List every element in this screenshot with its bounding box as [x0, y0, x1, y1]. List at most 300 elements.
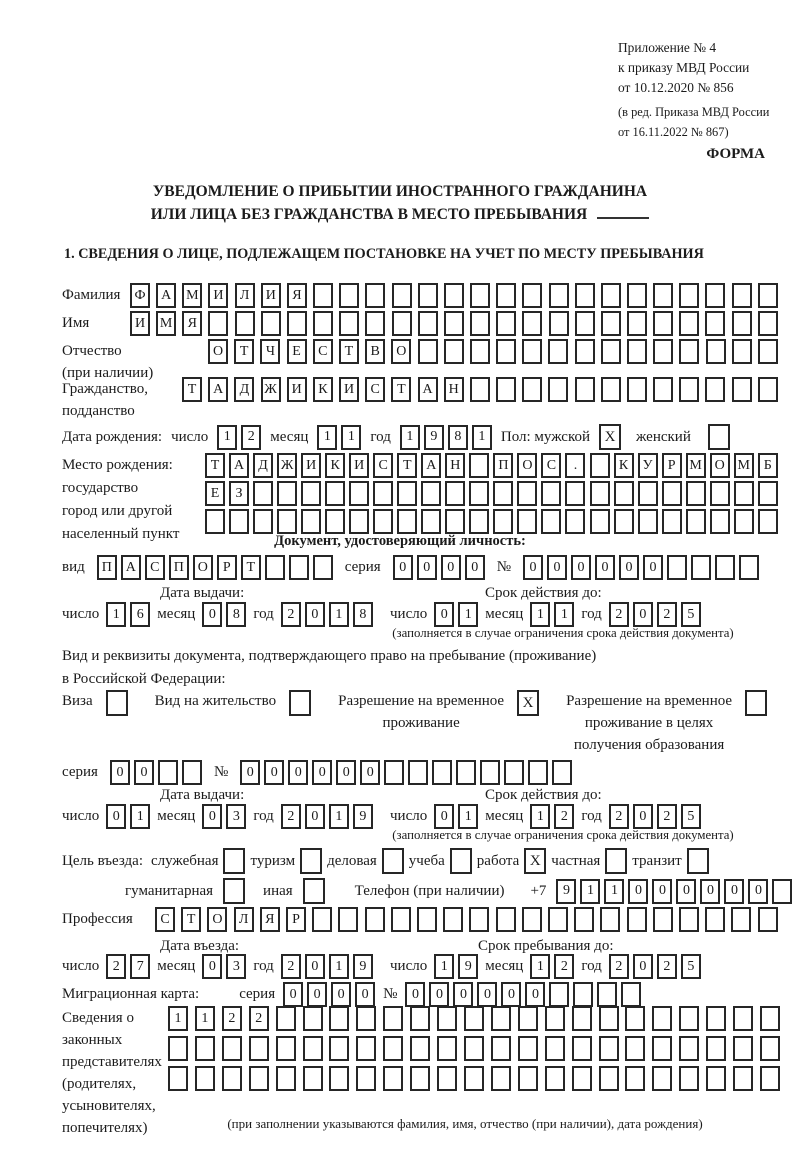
char-cell[interactable]	[491, 1006, 511, 1031]
char-cell[interactable]	[222, 1036, 242, 1061]
char-cell[interactable]	[437, 1066, 457, 1091]
char-cell[interactable]: И	[208, 283, 228, 308]
char-cell[interactable]	[653, 907, 673, 932]
char-cell[interactable]: 0	[748, 879, 768, 904]
char-cell[interactable]	[541, 481, 561, 506]
char-cell[interactable]: 0	[441, 555, 461, 580]
char-cell[interactable]	[572, 1066, 592, 1091]
char-cell[interactable]: Т	[339, 339, 359, 364]
char-cell[interactable]	[437, 1036, 457, 1061]
char-cell[interactable]	[572, 1006, 592, 1031]
char-cell[interactable]	[574, 907, 594, 932]
char-cell[interactable]	[575, 339, 595, 364]
char-cell[interactable]: 1	[604, 879, 624, 904]
char-cell[interactable]	[303, 1006, 323, 1031]
char-cell[interactable]: О	[208, 339, 228, 364]
char-cell[interactable]	[313, 555, 333, 580]
char-cell[interactable]	[338, 907, 358, 932]
purpose-transit-checkbox[interactable]	[687, 848, 709, 874]
char-cell[interactable]: Л	[234, 907, 254, 932]
char-cell[interactable]	[679, 311, 699, 336]
char-cell[interactable]	[706, 1066, 726, 1091]
char-cell[interactable]	[158, 760, 178, 785]
char-cell[interactable]	[289, 555, 309, 580]
char-cell[interactable]	[421, 481, 441, 506]
char-cell[interactable]	[679, 339, 699, 364]
char-cell[interactable]: Т	[397, 453, 417, 478]
char-cell[interactable]	[195, 1036, 215, 1061]
char-cell[interactable]: Т	[241, 555, 261, 580]
char-cell[interactable]: Л	[235, 283, 255, 308]
char-cell[interactable]: Я	[260, 907, 280, 932]
char-cell[interactable]	[421, 509, 441, 534]
char-cell[interactable]: 0	[429, 982, 449, 1007]
char-cell[interactable]: Т	[181, 907, 201, 932]
char-cell[interactable]	[590, 453, 610, 478]
char-cell[interactable]	[565, 481, 585, 506]
char-cell[interactable]	[469, 509, 489, 534]
char-cell[interactable]	[597, 982, 617, 1007]
char-cell[interactable]	[493, 481, 513, 506]
sex-male-checkbox[interactable]: X	[599, 424, 621, 450]
char-cell[interactable]	[464, 1036, 484, 1061]
char-cell[interactable]	[522, 283, 542, 308]
char-cell[interactable]: 5	[681, 804, 701, 829]
char-cell[interactable]	[679, 283, 699, 308]
char-cell[interactable]	[627, 907, 647, 932]
char-cell[interactable]: 1	[168, 1006, 188, 1031]
char-cell[interactable]	[758, 377, 778, 402]
char-cell[interactable]: И	[301, 453, 321, 478]
char-cell[interactable]: 5	[681, 954, 701, 979]
char-cell[interactable]: 0	[628, 879, 648, 904]
temp-permit-checkbox[interactable]: X	[517, 690, 539, 716]
char-cell[interactable]: 0	[336, 760, 356, 785]
char-cell[interactable]	[208, 311, 228, 336]
char-cell[interactable]	[276, 1036, 296, 1061]
char-cell[interactable]	[517, 481, 537, 506]
char-cell[interactable]	[384, 760, 404, 785]
char-cell[interactable]	[575, 283, 595, 308]
char-cell[interactable]: М	[156, 311, 176, 336]
char-cell[interactable]	[303, 1036, 323, 1061]
char-cell[interactable]	[710, 509, 730, 534]
char-cell[interactable]	[686, 481, 706, 506]
char-cell[interactable]	[418, 283, 438, 308]
char-cell[interactable]: 1	[434, 954, 454, 979]
char-cell[interactable]: А	[156, 283, 176, 308]
char-cell[interactable]: 0	[202, 954, 222, 979]
char-cell[interactable]	[545, 1006, 565, 1031]
char-cell[interactable]: 0	[355, 982, 375, 1007]
char-cell[interactable]: 2	[281, 954, 301, 979]
char-cell[interactable]: И	[261, 283, 281, 308]
char-cell[interactable]	[410, 1006, 430, 1031]
char-cell[interactable]	[734, 509, 754, 534]
char-cell[interactable]	[732, 339, 752, 364]
char-cell[interactable]	[653, 311, 673, 336]
char-cell[interactable]: 0	[360, 760, 380, 785]
char-cell[interactable]: П	[493, 453, 513, 478]
char-cell[interactable]	[601, 311, 621, 336]
char-cell[interactable]: И	[287, 377, 307, 402]
char-cell[interactable]: А	[121, 555, 141, 580]
char-cell[interactable]: Ч	[260, 339, 280, 364]
char-cell[interactable]: 1	[530, 602, 550, 627]
purpose-work-checkbox[interactable]: X	[524, 848, 546, 874]
char-cell[interactable]	[758, 481, 778, 506]
char-cell[interactable]: 1	[329, 804, 349, 829]
char-cell[interactable]	[528, 760, 548, 785]
char-cell[interactable]	[418, 339, 438, 364]
char-cell[interactable]	[195, 1066, 215, 1091]
char-cell[interactable]: 3	[226, 954, 246, 979]
char-cell[interactable]	[679, 377, 699, 402]
char-cell[interactable]: Е	[205, 481, 225, 506]
char-cell[interactable]: 1	[458, 602, 478, 627]
char-cell[interactable]	[706, 1036, 726, 1061]
char-cell[interactable]	[705, 907, 725, 932]
char-cell[interactable]	[339, 283, 359, 308]
char-cell[interactable]	[667, 555, 687, 580]
char-cell[interactable]: Р	[217, 555, 237, 580]
char-cell[interactable]: 0	[305, 602, 325, 627]
char-cell[interactable]	[522, 311, 542, 336]
char-cell[interactable]: 2	[657, 804, 677, 829]
char-cell[interactable]: Ж	[261, 377, 281, 402]
char-cell[interactable]: 1	[458, 804, 478, 829]
char-cell[interactable]	[522, 907, 542, 932]
char-cell[interactable]	[249, 1036, 269, 1061]
char-cell[interactable]	[443, 907, 463, 932]
char-cell[interactable]: Р	[662, 453, 682, 478]
char-cell[interactable]: 1	[329, 602, 349, 627]
char-cell[interactable]: 8	[226, 602, 246, 627]
char-cell[interactable]	[758, 311, 778, 336]
char-cell[interactable]	[625, 1066, 645, 1091]
char-cell[interactable]	[549, 283, 569, 308]
char-cell[interactable]: Д	[253, 453, 273, 478]
char-cell[interactable]: 0	[312, 760, 332, 785]
char-cell[interactable]	[444, 283, 464, 308]
char-cell[interactable]	[601, 377, 621, 402]
char-cell[interactable]: 0	[477, 982, 497, 1007]
char-cell[interactable]	[437, 1006, 457, 1031]
char-cell[interactable]: 0	[523, 555, 543, 580]
char-cell[interactable]: И	[339, 377, 359, 402]
char-cell[interactable]: А	[229, 453, 249, 478]
char-cell[interactable]	[491, 1066, 511, 1091]
char-cell[interactable]	[313, 311, 333, 336]
char-cell[interactable]: 0	[240, 760, 260, 785]
char-cell[interactable]	[522, 339, 542, 364]
char-cell[interactable]	[373, 481, 393, 506]
char-cell[interactable]	[662, 481, 682, 506]
char-cell[interactable]: 1	[317, 425, 337, 450]
char-cell[interactable]	[599, 1006, 619, 1031]
char-cell[interactable]: П	[169, 555, 189, 580]
char-cell[interactable]	[408, 760, 428, 785]
char-cell[interactable]	[325, 509, 345, 534]
char-cell[interactable]	[329, 1036, 349, 1061]
char-cell[interactable]	[679, 1006, 699, 1031]
char-cell[interactable]	[575, 377, 595, 402]
char-cell[interactable]	[470, 377, 490, 402]
char-cell[interactable]: 9	[424, 425, 444, 450]
char-cell[interactable]	[652, 1066, 672, 1091]
char-cell[interactable]	[599, 1066, 619, 1091]
char-cell[interactable]: 0	[417, 555, 437, 580]
char-cell[interactable]	[599, 1036, 619, 1061]
char-cell[interactable]	[496, 339, 516, 364]
char-cell[interactable]	[356, 1036, 376, 1061]
char-cell[interactable]	[590, 481, 610, 506]
purpose-study-checkbox[interactable]	[450, 848, 472, 874]
char-cell[interactable]	[464, 1006, 484, 1031]
char-cell[interactable]	[627, 311, 647, 336]
char-cell[interactable]	[253, 509, 273, 534]
char-cell[interactable]: З	[229, 481, 249, 506]
char-cell[interactable]: 2	[609, 954, 629, 979]
purpose-business-checkbox[interactable]	[382, 848, 404, 874]
char-cell[interactable]: 0	[453, 982, 473, 1007]
char-cell[interactable]: Т	[234, 339, 254, 364]
char-cell[interactable]: 1	[130, 804, 150, 829]
char-cell[interactable]: М	[686, 453, 706, 478]
char-cell[interactable]	[444, 339, 464, 364]
char-cell[interactable]	[493, 509, 513, 534]
char-cell[interactable]: О	[710, 453, 730, 478]
char-cell[interactable]	[276, 1066, 296, 1091]
char-cell[interactable]	[276, 1006, 296, 1031]
char-cell[interactable]	[732, 311, 752, 336]
char-cell[interactable]: 0	[202, 602, 222, 627]
char-cell[interactable]	[653, 377, 673, 402]
char-cell[interactable]	[469, 907, 489, 932]
char-cell[interactable]	[373, 509, 393, 534]
char-cell[interactable]	[249, 1066, 269, 1091]
char-cell[interactable]: 2	[657, 954, 677, 979]
char-cell[interactable]: А	[418, 377, 438, 402]
char-cell[interactable]: Д	[234, 377, 254, 402]
char-cell[interactable]: 2	[554, 954, 574, 979]
char-cell[interactable]: Т	[182, 377, 202, 402]
char-cell[interactable]	[329, 1066, 349, 1091]
purpose-other-checkbox[interactable]	[303, 878, 325, 904]
char-cell[interactable]: 2	[249, 1006, 269, 1031]
char-cell[interactable]	[600, 907, 620, 932]
char-cell[interactable]	[339, 311, 359, 336]
char-cell[interactable]	[627, 339, 647, 364]
char-cell[interactable]: К	[325, 453, 345, 478]
char-cell[interactable]	[575, 311, 595, 336]
char-cell[interactable]	[552, 760, 572, 785]
char-cell[interactable]	[469, 453, 489, 478]
char-cell[interactable]: 1	[530, 954, 550, 979]
char-cell[interactable]: 1	[106, 602, 126, 627]
char-cell[interactable]	[325, 481, 345, 506]
char-cell[interactable]: 6	[130, 602, 150, 627]
char-cell[interactable]: 0	[652, 879, 672, 904]
char-cell[interactable]	[565, 509, 585, 534]
char-cell[interactable]: 2	[609, 602, 629, 627]
char-cell[interactable]: 0	[110, 760, 130, 785]
char-cell[interactable]: 8	[448, 425, 468, 450]
char-cell[interactable]	[760, 1066, 780, 1091]
char-cell[interactable]: 0	[501, 982, 521, 1007]
char-cell[interactable]: Б	[758, 453, 778, 478]
char-cell[interactable]: 0	[288, 760, 308, 785]
char-cell[interactable]	[470, 339, 490, 364]
char-cell[interactable]	[715, 555, 735, 580]
char-cell[interactable]: 0	[643, 555, 663, 580]
char-cell[interactable]: 0	[633, 602, 653, 627]
char-cell[interactable]	[758, 339, 778, 364]
char-cell[interactable]	[652, 1036, 672, 1061]
char-cell[interactable]	[758, 283, 778, 308]
char-cell[interactable]	[312, 907, 332, 932]
char-cell[interactable]	[760, 1036, 780, 1061]
char-cell[interactable]: В	[365, 339, 385, 364]
purpose-private-checkbox[interactable]	[605, 848, 627, 874]
char-cell[interactable]	[601, 339, 621, 364]
char-cell[interactable]: Ж	[277, 453, 297, 478]
char-cell[interactable]	[705, 311, 725, 336]
char-cell[interactable]	[739, 555, 759, 580]
char-cell[interactable]	[653, 283, 673, 308]
char-cell[interactable]	[652, 1006, 672, 1031]
char-cell[interactable]: 2	[241, 425, 261, 450]
char-cell[interactable]: А	[208, 377, 228, 402]
char-cell[interactable]: Р	[286, 907, 306, 932]
char-cell[interactable]: 8	[353, 602, 373, 627]
char-cell[interactable]: 7	[130, 954, 150, 979]
char-cell[interactable]: Я	[287, 283, 307, 308]
char-cell[interactable]: 0	[633, 804, 653, 829]
char-cell[interactable]	[541, 509, 561, 534]
char-cell[interactable]: 0	[619, 555, 639, 580]
char-cell[interactable]	[705, 283, 725, 308]
char-cell[interactable]	[731, 907, 751, 932]
char-cell[interactable]	[679, 907, 699, 932]
char-cell[interactable]: 0	[307, 982, 327, 1007]
char-cell[interactable]	[397, 509, 417, 534]
char-cell[interactable]: 0	[547, 555, 567, 580]
char-cell[interactable]	[545, 1036, 565, 1061]
char-cell[interactable]: О	[517, 453, 537, 478]
char-cell[interactable]	[392, 283, 412, 308]
char-cell[interactable]	[445, 481, 465, 506]
char-cell[interactable]	[349, 481, 369, 506]
char-cell[interactable]	[706, 339, 726, 364]
char-cell[interactable]	[638, 509, 658, 534]
char-cell[interactable]: Я	[182, 311, 202, 336]
purpose-official-checkbox[interactable]	[223, 848, 245, 874]
char-cell[interactable]: 2	[281, 804, 301, 829]
char-cell[interactable]	[518, 1066, 538, 1091]
char-cell[interactable]	[496, 907, 516, 932]
char-cell[interactable]	[621, 982, 641, 1007]
char-cell[interactable]: 1	[195, 1006, 215, 1031]
char-cell[interactable]	[733, 1036, 753, 1061]
char-cell[interactable]	[277, 481, 297, 506]
char-cell[interactable]: С	[145, 555, 165, 580]
char-cell[interactable]	[470, 311, 490, 336]
purpose-humanitarian-checkbox[interactable]	[223, 878, 245, 904]
char-cell[interactable]	[168, 1066, 188, 1091]
char-cell[interactable]	[365, 311, 385, 336]
char-cell[interactable]	[392, 311, 412, 336]
visa-checkbox[interactable]	[106, 690, 128, 716]
char-cell[interactable]: 2	[222, 1006, 242, 1031]
char-cell[interactable]	[705, 377, 725, 402]
char-cell[interactable]: 0	[571, 555, 591, 580]
char-cell[interactable]: 0	[283, 982, 303, 1007]
residence-permit-checkbox[interactable]	[289, 690, 311, 716]
char-cell[interactable]: 0	[405, 982, 425, 1007]
char-cell[interactable]: П	[97, 555, 117, 580]
char-cell[interactable]	[265, 555, 285, 580]
char-cell[interactable]	[504, 760, 524, 785]
char-cell[interactable]: 1	[580, 879, 600, 904]
char-cell[interactable]	[445, 509, 465, 534]
char-cell[interactable]	[303, 1066, 323, 1091]
char-cell[interactable]	[549, 311, 569, 336]
char-cell[interactable]	[469, 481, 489, 506]
char-cell[interactable]: 2	[281, 602, 301, 627]
char-cell[interactable]: 2	[609, 804, 629, 829]
char-cell[interactable]: 1	[341, 425, 361, 450]
char-cell[interactable]: И	[349, 453, 369, 478]
char-cell[interactable]	[222, 1066, 242, 1091]
char-cell[interactable]	[590, 509, 610, 534]
char-cell[interactable]	[444, 311, 464, 336]
char-cell[interactable]: .	[565, 453, 585, 478]
char-cell[interactable]: 0	[434, 602, 454, 627]
char-cell[interactable]: 2	[106, 954, 126, 979]
char-cell[interactable]	[625, 1006, 645, 1031]
char-cell[interactable]	[365, 907, 385, 932]
char-cell[interactable]	[383, 1036, 403, 1061]
char-cell[interactable]	[496, 377, 516, 402]
char-cell[interactable]	[418, 311, 438, 336]
char-cell[interactable]	[572, 1036, 592, 1061]
char-cell[interactable]	[733, 1006, 753, 1031]
char-cell[interactable]: М	[734, 453, 754, 478]
char-cell[interactable]	[383, 1066, 403, 1091]
char-cell[interactable]: И	[130, 311, 150, 336]
char-cell[interactable]	[772, 879, 792, 904]
char-cell[interactable]: Н	[445, 453, 465, 478]
char-cell[interactable]	[548, 377, 568, 402]
char-cell[interactable]	[301, 481, 321, 506]
char-cell[interactable]: С	[313, 339, 333, 364]
char-cell[interactable]	[518, 1036, 538, 1061]
char-cell[interactable]	[349, 509, 369, 534]
char-cell[interactable]	[758, 509, 778, 534]
char-cell[interactable]	[205, 509, 225, 534]
char-cell[interactable]: 2	[657, 602, 677, 627]
char-cell[interactable]	[573, 982, 593, 1007]
char-cell[interactable]	[470, 283, 490, 308]
char-cell[interactable]: 3	[226, 804, 246, 829]
char-cell[interactable]	[356, 1066, 376, 1091]
char-cell[interactable]	[277, 509, 297, 534]
char-cell[interactable]	[653, 339, 673, 364]
char-cell[interactable]	[733, 1066, 753, 1091]
char-cell[interactable]	[456, 760, 476, 785]
char-cell[interactable]	[548, 339, 568, 364]
